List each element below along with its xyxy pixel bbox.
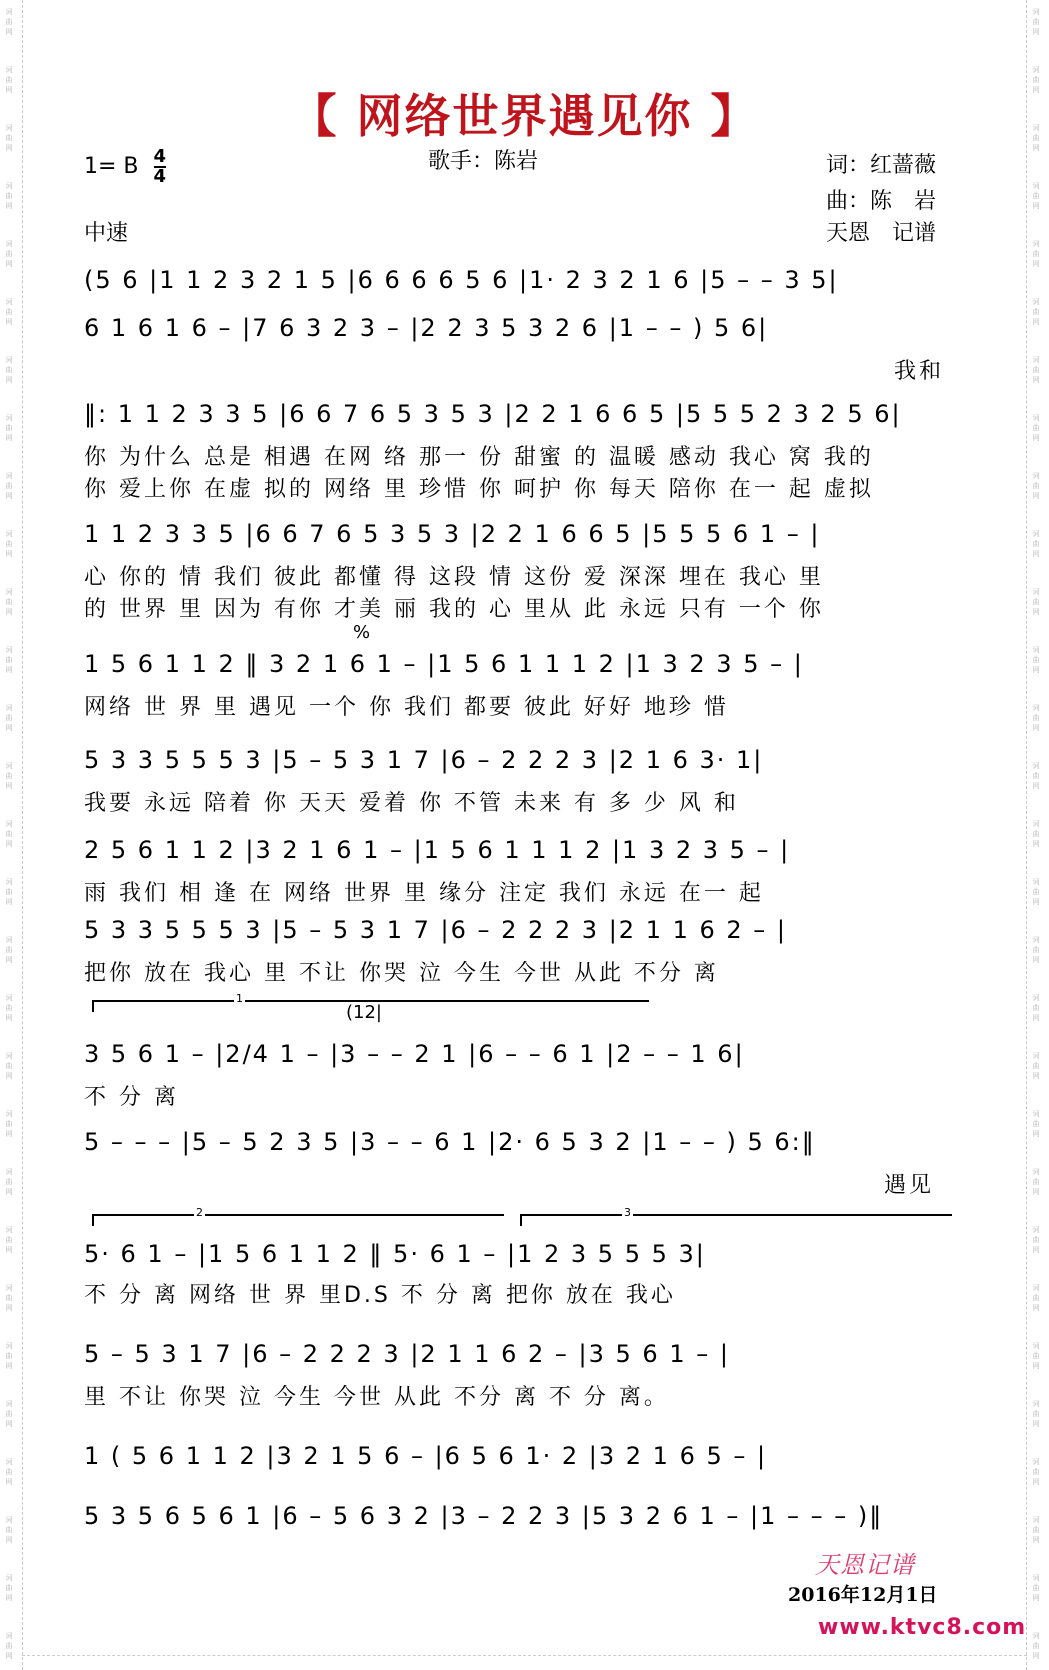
margin-watermark-glyph: 曲: [1032, 1062, 1040, 1070]
margin-watermark-glyph: 网: [5, 608, 13, 616]
score-row-10: 5 – – – |5 – 5 2 3 5 |3 – – 6 1 |2· 6 5 3 2 |1 – – ) 5 6:‖: [84, 1128, 816, 1156]
transcriber-credit: 天恩 记谱: [826, 221, 937, 246]
margin-watermark-glyph: 曲: [1032, 772, 1040, 780]
margin-watermark-glyph: 词: [1032, 8, 1040, 16]
margin-watermark-glyph: 曲: [5, 76, 13, 84]
margin-watermark-glyph: 曲: [1032, 1410, 1040, 1418]
margin-watermark-glyph: 曲: [1032, 1178, 1040, 1186]
margin-watermark-glyph: 网: [1032, 202, 1040, 210]
left-margin-strip: [0, 0, 23, 1670]
website-watermark: www.ktvc8.com: [818, 1615, 1027, 1640]
margin-watermark-glyph: 曲: [5, 888, 13, 896]
lyric-row-11: 不 分 离 网络 世 界 里D.S 不 分 离 把你 放在 我心: [84, 1283, 676, 1308]
margin-watermark-glyph: 曲: [5, 1352, 13, 1360]
margin-watermark-glyph: 网: [1032, 1072, 1040, 1080]
margin-watermark-glyph: 词: [5, 472, 13, 480]
margin-watermark-glyph: 曲: [5, 772, 13, 780]
lyric-row-6: 我要 永远 陪着 你 天天 爱着 你 不管 未来 有 多 少 风 和: [84, 791, 739, 816]
margin-watermark-glyph: 网: [5, 840, 13, 848]
score-row-12: 5 – 5 3 1 7 |6 – 2 2 2 3 |2 1 1 6 2 – |3 5 6 1 – |: [84, 1340, 730, 1368]
margin-watermark-glyph: 词: [1032, 762, 1040, 770]
margin-watermark-glyph: 网: [1032, 782, 1040, 790]
score-row-13: 1 ( 5 6 1 1 2 |3 2 1 5 6 – |6 5 6 1· 2 |3 2 1 6 5 – |: [84, 1442, 768, 1470]
margin-watermark-glyph: 曲: [5, 1062, 13, 1070]
margin-watermark-glyph: 词: [5, 646, 13, 654]
margin-watermark-glyph: 曲: [1032, 714, 1040, 722]
margin-watermark-glyph: 词: [1032, 1226, 1040, 1234]
margin-watermark-glyph: 词: [1032, 1632, 1040, 1640]
margin-watermark-glyph: 曲: [1032, 1526, 1040, 1534]
margin-watermark-glyph: 网: [1032, 840, 1040, 848]
margin-watermark-glyph: 曲: [5, 1236, 13, 1244]
lyric-row-10: 遇见: [884, 1173, 935, 1198]
margin-watermark-glyph: 曲: [1032, 598, 1040, 606]
score-row-6: 5 3 3 5 5 5 3 |5 – 5 3 1 7 |6 – 2 2 2 3 |2 1 6 3· 1|: [84, 746, 764, 774]
margin-watermark-glyph: 网: [1032, 1188, 1040, 1196]
margin-watermark-glyph: 网: [5, 144, 13, 152]
margin-watermark-glyph: 词: [1032, 240, 1040, 248]
margin-watermark-glyph: 曲: [5, 1584, 13, 1592]
margin-watermark-glyph: 曲: [5, 1410, 13, 1418]
margin-watermark-glyph: 网: [1032, 1362, 1040, 1370]
lyric-row-4b: 的 世界 里 因为 有你 才美 丽 我的 心 里从 此 永远 只有 一个 你: [84, 597, 824, 622]
transcriber-stamp: 天恩记谱: [815, 1551, 915, 1579]
margin-watermark-glyph: 曲: [1032, 540, 1040, 548]
margin-watermark-glyph: 网: [5, 260, 13, 268]
margin-watermark-glyph: 曲: [5, 250, 13, 258]
margin-watermark-glyph: 网: [1032, 492, 1040, 500]
lyricist-credit: 词：红蔷薇: [826, 153, 937, 178]
volta-bracket-2: [92, 1206, 504, 1226]
tempo-marking: 中速: [84, 221, 129, 246]
margin-watermark-glyph: 曲: [5, 598, 13, 606]
margin-watermark-glyph: 网: [1032, 1130, 1040, 1138]
margin-watermark-glyph: 网: [5, 898, 13, 906]
score-row-11: 5· 6 1 – |1 5 6 1 1 2 ‖ 5· 6 1 – |1 2 3 5 5 5 3|: [84, 1240, 706, 1268]
margin-watermark-glyph: 网: [5, 492, 13, 500]
segno-sign: %: [353, 622, 371, 643]
margin-watermark-glyph: 曲: [1032, 18, 1040, 26]
margin-watermark-glyph: 曲: [5, 1526, 13, 1534]
composer-credit: 曲：陈 岩: [826, 189, 937, 214]
margin-watermark-glyph: 曲: [5, 540, 13, 548]
time-signature-bottom: 4: [153, 166, 167, 187]
margin-watermark-glyph: 网: [5, 1014, 13, 1022]
margin-watermark-glyph: 曲: [1032, 1236, 1040, 1244]
lyric-row-5: 网络 世 界 里 遇见 一个 你 我们 都要 彼此 好好 地珍 惜: [84, 695, 729, 720]
margin-watermark-glyph: 网: [1032, 1652, 1040, 1660]
margin-watermark-glyph: 网: [1032, 1246, 1040, 1254]
margin-watermark-glyph: 曲: [5, 714, 13, 722]
key-signature: [84, 148, 166, 186]
margin-watermark-glyph: 曲: [5, 192, 13, 200]
margin-watermark-glyph: 网: [1032, 1420, 1040, 1428]
margin-watermark-glyph: 词: [1032, 1284, 1040, 1292]
volta-sub-label: (12|: [346, 1002, 382, 1023]
margin-watermark-glyph: 曲: [1032, 308, 1040, 316]
lyric-row-12: 里 不让 你哭 泣 今生 今世 从此 不分 离 不 分 离。: [84, 1385, 669, 1410]
margin-watermark-glyph: 曲: [5, 424, 13, 432]
margin-watermark-glyph: 词: [1032, 1400, 1040, 1408]
score-row-5: 1 5 6 1 1 2 ‖ 3 2 1 6 1 – |1 5 6 1 1 1 2 |1 3 2 3 5 – |: [84, 650, 804, 678]
margin-watermark-glyph: 词: [5, 1574, 13, 1582]
margin-watermark-glyph: 网: [5, 434, 13, 442]
margin-watermark-glyph: 网: [5, 376, 13, 384]
margin-watermark-glyph: 词: [5, 936, 13, 944]
margin-watermark-glyph: 词: [5, 588, 13, 596]
volta-bracket-3: [520, 1206, 952, 1226]
margin-watermark-glyph: 曲: [5, 1294, 13, 1302]
margin-watermark-glyph: 曲: [1032, 1468, 1040, 1476]
lyric-row-7: 雨 我们 相 逢 在 网络 世界 里 缘分 注定 我们 永远 在一 起: [84, 881, 764, 906]
margin-watermark-glyph: 词: [5, 1052, 13, 1060]
margin-watermark-glyph: 词: [1032, 994, 1040, 1002]
margin-watermark-glyph: 词: [5, 124, 13, 132]
margin-watermark-glyph: 网: [5, 1130, 13, 1138]
score-row-2: 6 1 6 1 6 – |7 6 3 2 3 – |2 2 3 5 3 2 6 |1 – – ) 5 6|: [84, 314, 769, 342]
margin-watermark-glyph: 词: [1032, 182, 1040, 190]
margin-watermark-glyph: 曲: [5, 1178, 13, 1186]
margin-watermark-glyph: 词: [5, 704, 13, 712]
song-title: 【 网络世界遇见你 】: [290, 89, 759, 143]
score-row-14: 5 3 5 6 5 6 1 |6 – 5 6 3 2 |3 – 2 2 3 |5 3 2 6 1 – |1 – – – )‖: [84, 1502, 884, 1530]
margin-watermark-glyph: 词: [5, 994, 13, 1002]
margin-watermark-glyph: 词: [1032, 1342, 1040, 1350]
margin-watermark-glyph: 网: [5, 666, 13, 674]
margin-watermark-glyph: 网: [1032, 1536, 1040, 1544]
margin-watermark-glyph: 词: [5, 414, 13, 422]
margin-watermark-glyph: 网: [1032, 724, 1040, 732]
margin-watermark-glyph: 词: [1032, 530, 1040, 538]
margin-watermark-glyph: 网: [1032, 608, 1040, 616]
margin-watermark-glyph: 曲: [1032, 1004, 1040, 1012]
margin-watermark-glyph: 词: [5, 1284, 13, 1292]
margin-watermark-glyph: 网: [5, 724, 13, 732]
margin-watermark-glyph: 词: [5, 762, 13, 770]
singer-credit: 歌手：陈岩: [428, 149, 539, 174]
margin-watermark-glyph: 词: [1032, 1516, 1040, 1524]
margin-watermark-glyph: 曲: [5, 1120, 13, 1128]
margin-watermark-glyph: 网: [5, 1420, 13, 1428]
transcription-date: 2016年12月1日: [788, 1584, 938, 1606]
margin-watermark-glyph: 词: [1032, 1168, 1040, 1176]
time-signature-top: 4: [153, 146, 167, 167]
margin-watermark-glyph: 网: [5, 1072, 13, 1080]
margin-watermark-glyph: 词: [1032, 704, 1040, 712]
lyric-row-8: 把你 放在 我心 里 不让 你哭 泣 今生 今世 从此 不分 离: [84, 961, 719, 986]
time-signature: [154, 148, 167, 186]
margin-watermark-glyph: 词: [5, 1168, 13, 1176]
margin-watermark-glyph: 词: [1032, 1110, 1040, 1118]
margin-watermark-glyph: 词: [1032, 1458, 1040, 1466]
margin-watermark-glyph: 词: [5, 298, 13, 306]
margin-watermark-glyph: 网: [5, 1652, 13, 1660]
margin-watermark-glyph: 网: [1032, 956, 1040, 964]
margin-watermark-glyph: 曲: [5, 18, 13, 26]
margin-watermark-glyph: 词: [5, 356, 13, 364]
margin-watermark-glyph: 曲: [1032, 656, 1040, 664]
margin-watermark-glyph: 词: [5, 1342, 13, 1350]
margin-watermark-glyph: 网: [5, 1188, 13, 1196]
margin-watermark-glyph: 网: [1032, 1014, 1040, 1022]
margin-watermark-glyph: 曲: [5, 366, 13, 374]
margin-watermark-glyph: 网: [1032, 434, 1040, 442]
margin-watermark-glyph: 网: [5, 28, 13, 36]
margin-watermark-glyph: 网: [1032, 1594, 1040, 1602]
margin-watermark-glyph: 曲: [1032, 946, 1040, 954]
margin-watermark-glyph: 网: [1032, 1304, 1040, 1312]
margin-watermark-glyph: 网: [1032, 898, 1040, 906]
lyric-row-3b: 你 爱上你 在虚 拟的 网络 里 珍惜 你 呵护 你 每天 陪你 在一 起 虚拟: [84, 477, 874, 502]
margin-watermark-glyph: 曲: [1032, 1642, 1040, 1650]
margin-watermark-glyph: 网: [1032, 260, 1040, 268]
margin-watermark-glyph: 词: [1032, 472, 1040, 480]
margin-watermark-glyph: 曲: [5, 1468, 13, 1476]
volta-1-label: 1: [236, 992, 243, 1005]
margin-watermark-glyph: 词: [1032, 820, 1040, 828]
margin-watermark-glyph: 曲: [1032, 1352, 1040, 1360]
margin-watermark-glyph: 词: [1032, 356, 1040, 364]
margin-watermark-glyph: 词: [5, 878, 13, 886]
margin-watermark-glyph: 曲: [1032, 424, 1040, 432]
margin-watermark-glyph: 网: [1032, 144, 1040, 152]
margin-watermark-glyph: 词: [5, 1400, 13, 1408]
margin-watermark-glyph: 网: [5, 86, 13, 94]
margin-watermark-glyph: 曲: [5, 946, 13, 954]
margin-watermark-glyph: 曲: [5, 134, 13, 142]
margin-watermark-glyph: 词: [1032, 124, 1040, 132]
score-row-4: 1 1 2 3 3 5 |6 6 7 6 5 3 5 3 |2 2 1 6 6 5 |5 5 5 6 1 – |: [84, 520, 821, 548]
margin-watermark-glyph: 词: [1032, 878, 1040, 886]
margin-watermark-glyph: 词: [5, 530, 13, 538]
key-label: 1= B: [84, 154, 139, 179]
margin-watermark-glyph: 曲: [5, 656, 13, 664]
margin-watermark-glyph: 网: [5, 1304, 13, 1312]
margin-watermark-glyph: 网: [1032, 1478, 1040, 1486]
margin-watermark-glyph: 词: [5, 8, 13, 16]
score-row-7: 2 5 6 1 1 2 |3 2 1 6 1 – |1 5 6 1 1 1 2 |1 3 2 3 5 – |: [84, 836, 791, 864]
margin-watermark-glyph: 网: [1032, 318, 1040, 326]
margin-watermark-glyph: 网: [5, 1246, 13, 1254]
margin-watermark-glyph: 曲: [1032, 1584, 1040, 1592]
score-row-9: 3 5 6 1 – |2/4 1 – |3 – – 2 1 |6 – – 6 1 |2 – – 1 6|: [84, 1040, 745, 1068]
margin-watermark-glyph: 词: [1032, 1574, 1040, 1582]
margin-watermark-glyph: 词: [5, 1226, 13, 1234]
margin-watermark-glyph: 网: [1032, 86, 1040, 94]
margin-watermark-glyph: 曲: [1032, 192, 1040, 200]
margin-watermark-glyph: 曲: [5, 308, 13, 316]
margin-watermark-glyph: 网: [5, 1536, 13, 1544]
margin-watermark-glyph: 网: [5, 318, 13, 326]
lyric-row-4a: 心 你的 情 我们 彼此 都懂 得 这段 情 这份 爱 深深 埋在 我心 里: [84, 565, 824, 590]
margin-watermark-glyph: 词: [5, 182, 13, 190]
margin-watermark-glyph: 网: [5, 202, 13, 210]
margin-watermark-glyph: 词: [5, 1458, 13, 1466]
margin-watermark-glyph: 词: [1032, 414, 1040, 422]
margin-watermark-glyph: 词: [5, 240, 13, 248]
margin-watermark-glyph: 曲: [1032, 76, 1040, 84]
margin-watermark-glyph: 网: [5, 782, 13, 790]
margin-watermark-glyph: 曲: [1032, 134, 1040, 142]
margin-watermark-glyph: 网: [1032, 550, 1040, 558]
margin-watermark-glyph: 网: [5, 550, 13, 558]
margin-watermark-glyph: 词: [5, 1632, 13, 1640]
volta-2-label: 2: [196, 1206, 203, 1219]
bottom-rule: [22, 1655, 1027, 1656]
margin-watermark-glyph: 曲: [1032, 1120, 1040, 1128]
margin-watermark-glyph: 曲: [1032, 250, 1040, 258]
margin-watermark-glyph: 词: [5, 820, 13, 828]
margin-watermark-glyph: 网: [1032, 666, 1040, 674]
margin-watermark-glyph: 网: [1032, 376, 1040, 384]
margin-watermark-glyph: 曲: [5, 1004, 13, 1012]
margin-watermark-glyph: 词: [1032, 588, 1040, 596]
margin-watermark-glyph: 网: [5, 1478, 13, 1486]
margin-watermark-glyph: 词: [1032, 66, 1040, 74]
margin-watermark-glyph: 网: [5, 956, 13, 964]
lyric-row-9: 不 分 离: [84, 1085, 179, 1110]
margin-watermark-glyph: 词: [5, 1516, 13, 1524]
lyric-row-3a: 你 为什么 总是 相遇 在网 络 那一 份 甜蜜 的 温暖 感动 我心 窝 我的: [84, 445, 874, 470]
margin-watermark-glyph: 曲: [1032, 830, 1040, 838]
margin-watermark-glyph: 网: [5, 1362, 13, 1370]
margin-watermark-glyph: 曲: [1032, 888, 1040, 896]
score-row-1: (5 6 |1 1 2 3 2 1 5 |6 6 6 6 5 6 |1· 2 3 2 1 6 |5 – – 3 5|: [84, 266, 839, 294]
score-row-3: ‖: 1 1 2 3 3 5 |6 6 7 6 5 3 5 3 |2 2 1 6 6 5 |5 5 5 2 3 2 5 6|: [84, 400, 902, 428]
margin-watermark-glyph: 曲: [5, 482, 13, 490]
volta-3-label: 3: [624, 1206, 631, 1219]
margin-watermark-glyph: 网: [5, 1594, 13, 1602]
margin-watermark-glyph: 曲: [5, 1642, 13, 1650]
lyric-row-2: 我和: [894, 359, 945, 384]
margin-watermark-glyph: 词: [1032, 646, 1040, 654]
margin-watermark-glyph: 词: [1032, 1052, 1040, 1060]
margin-watermark-glyph: 词: [1032, 298, 1040, 306]
margin-watermark-glyph: 词: [5, 1110, 13, 1118]
margin-watermark-glyph: 曲: [5, 830, 13, 838]
margin-watermark-glyph: 词: [1032, 936, 1040, 944]
margin-watermark-glyph: 曲: [1032, 366, 1040, 374]
right-margin-strip: [1026, 0, 1049, 1670]
margin-watermark-glyph: 网: [1032, 28, 1040, 36]
score-row-8: 5 3 3 5 5 5 3 |5 – 5 3 1 7 |6 – 2 2 2 3 |2 1 1 6 2 – |: [84, 916, 787, 944]
margin-watermark-glyph: 曲: [1032, 482, 1040, 490]
margin-watermark-glyph: 词: [5, 66, 13, 74]
margin-watermark-glyph: 曲: [1032, 1294, 1040, 1302]
